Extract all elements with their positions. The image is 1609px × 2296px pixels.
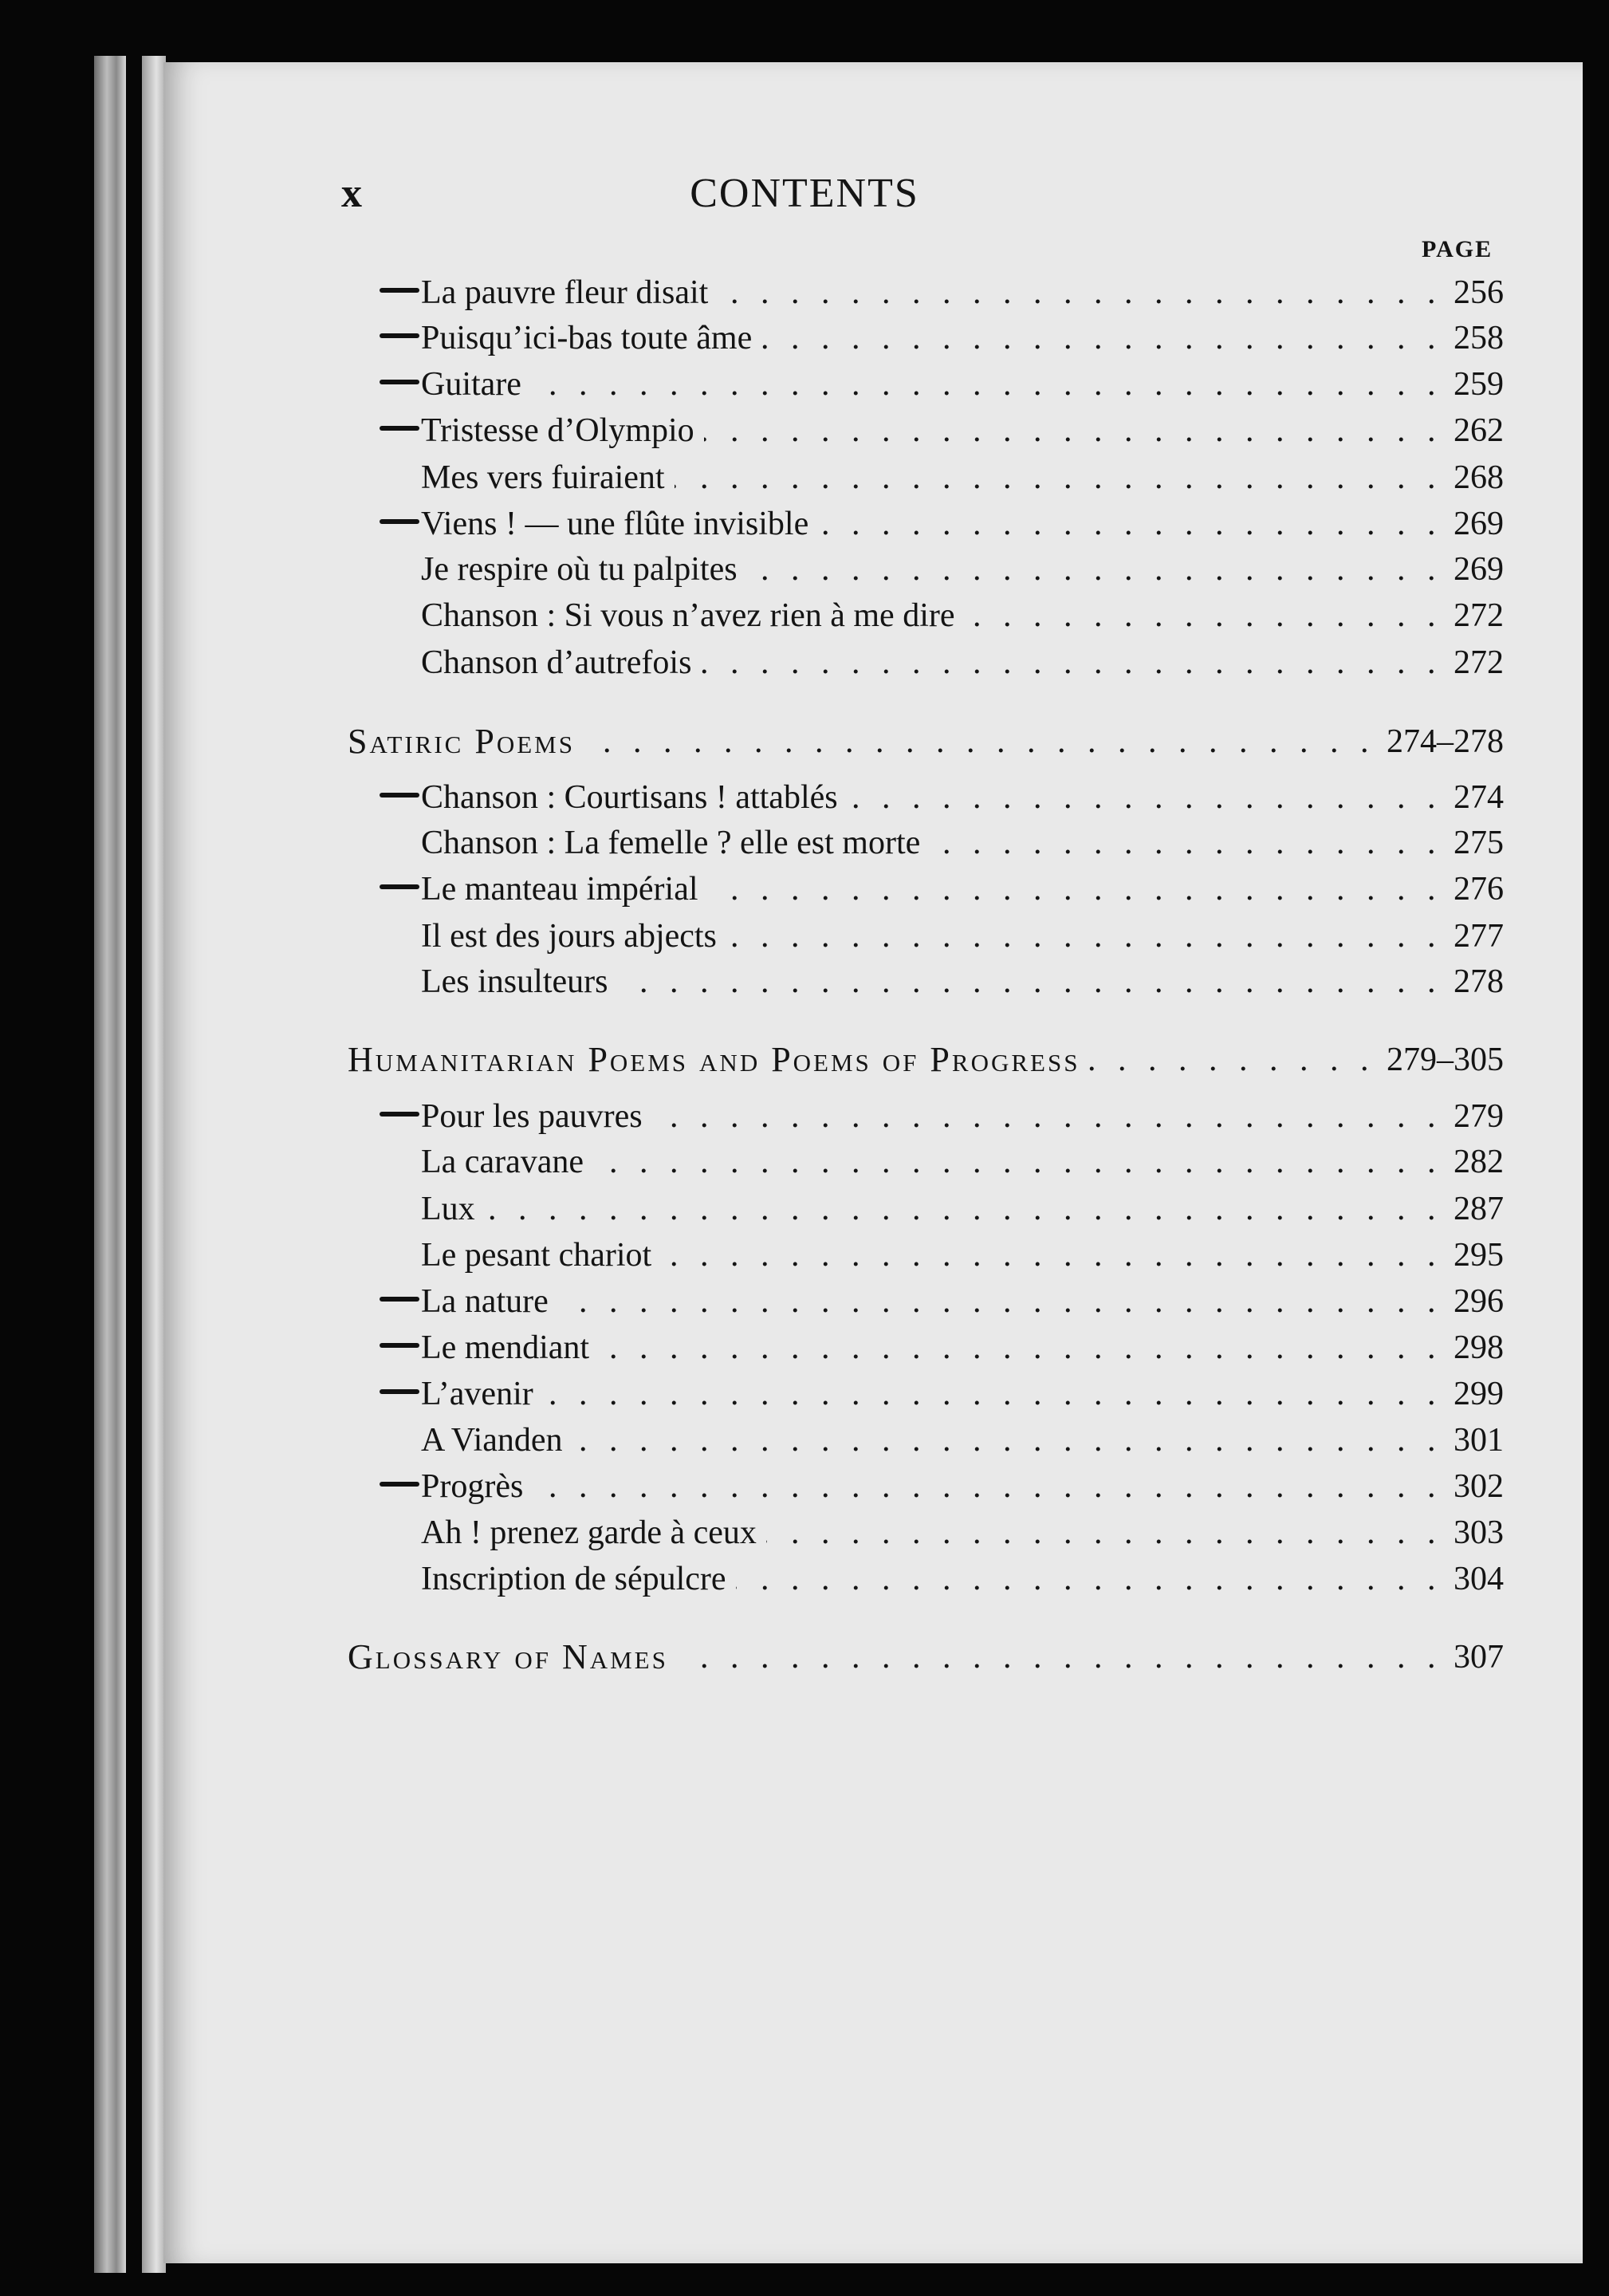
dot-leader — [726, 914, 1442, 959]
page-ref: 301 — [1442, 1418, 1504, 1463]
dot-leader — [718, 270, 1442, 315]
page-ref: 269 — [1442, 502, 1504, 546]
entry-title: Chanson : La femelle ? elle est morte — [421, 821, 930, 865]
toc-entry-row — [421, 502, 1504, 546]
dot-leader — [965, 593, 1443, 638]
page-ref: 272 — [1442, 640, 1504, 685]
dot-leader — [930, 821, 1442, 865]
entry-title: Chanson d’autrefois — [421, 640, 701, 685]
dot-leader — [531, 362, 1442, 407]
entry-title: Les insulteurs — [421, 959, 617, 1004]
dot-leader — [599, 1325, 1442, 1370]
entry-title: Le mendiant — [421, 1325, 599, 1370]
pencil-dash-mark — [380, 333, 419, 338]
entry-title: La pauvre fleur disait — [421, 270, 718, 315]
dot-leader — [675, 455, 1442, 500]
section-title: Humanitarian Poems and Poems of Progress — [348, 1038, 1089, 1082]
toc-entry-row — [421, 1557, 1504, 1601]
dot-leader — [617, 959, 1442, 1004]
entry-title: Chanson : Si vous n’avez rien à me dire — [421, 593, 965, 638]
entry-title: Lux — [421, 1187, 485, 1231]
toc-entry-row — [421, 593, 1504, 638]
page-ref: 277 — [1442, 914, 1504, 959]
pencil-dash-mark — [380, 793, 419, 797]
page-ref: 299 — [1442, 1372, 1504, 1416]
page-ref: 302 — [1442, 1464, 1504, 1509]
dot-leader — [678, 1635, 1442, 1680]
toc-section-row — [348, 1635, 1504, 1680]
dot-leader — [761, 316, 1442, 360]
page-column-label: PAGE — [1422, 236, 1493, 262]
dot-leader — [558, 1279, 1442, 1324]
page-ref: 279–305 — [1375, 1038, 1504, 1082]
dot-leader — [704, 408, 1442, 453]
toc-entry-row — [421, 408, 1504, 453]
dot-leader — [485, 1187, 1442, 1231]
entry-title: Je respire où tu palpites — [421, 547, 747, 592]
pencil-dash-mark — [380, 1343, 419, 1348]
toc-entry-row — [421, 547, 1504, 592]
dot-leader — [593, 1140, 1442, 1184]
pencil-dash-mark — [380, 1297, 419, 1302]
page-ref: 304 — [1442, 1557, 1504, 1601]
toc-entry-row — [421, 270, 1504, 315]
toc-entry-row — [421, 914, 1504, 959]
page-ref: 307 — [1442, 1635, 1504, 1680]
page-ref: 262 — [1442, 408, 1504, 453]
toc-entry-row — [421, 1279, 1504, 1324]
dot-leader — [766, 1510, 1442, 1555]
page-ref: 256 — [1442, 270, 1504, 315]
dot-leader — [747, 547, 1442, 592]
toc-entry-row — [421, 1510, 1504, 1555]
entry-title: La nature — [421, 1279, 558, 1324]
pencil-dash-mark — [380, 380, 419, 384]
pencil-dash-mark — [380, 519, 419, 524]
entry-title: Le pesant chariot — [421, 1233, 661, 1278]
entry-title: Puisqu’ici-bas toute âme — [421, 316, 761, 360]
dot-leader — [543, 1372, 1442, 1416]
section-title: Glossary of Names — [348, 1635, 678, 1680]
page-stack-edge-inner — [142, 56, 166, 2273]
page-ref: 275 — [1442, 821, 1504, 865]
toc-section-row — [348, 1038, 1504, 1082]
entry-title: La caravane — [421, 1140, 593, 1184]
toc-entry-row — [421, 362, 1504, 407]
dot-leader — [652, 1094, 1442, 1139]
entry-title: Progrès — [421, 1464, 533, 1509]
page-ref: 274–278 — [1375, 719, 1504, 764]
entry-title: Mes vers fuiraient — [421, 455, 675, 500]
dot-leader — [708, 867, 1442, 912]
page-ref: 295 — [1442, 1233, 1504, 1278]
dot-leader — [1089, 1038, 1375, 1082]
entry-title: Tristesse d’Olympio — [421, 408, 704, 453]
page-ref: 298 — [1442, 1325, 1504, 1370]
page-ref: 272 — [1442, 593, 1504, 638]
entry-title: Guitare — [421, 362, 531, 407]
pencil-dash-mark — [380, 426, 419, 431]
page-ref: 274 — [1442, 775, 1504, 820]
toc-entry-row — [421, 316, 1504, 360]
entry-title: Ah ! prenez garde à ceux — [421, 1510, 766, 1555]
page-ref: 282 — [1442, 1140, 1504, 1184]
page-ref: 258 — [1442, 316, 1504, 360]
toc-entry-row — [421, 1094, 1504, 1139]
pencil-dash-mark — [380, 884, 419, 889]
entry-title: A Vianden — [421, 1418, 572, 1463]
page-ref: 278 — [1442, 959, 1504, 1004]
dot-leader — [701, 640, 1442, 685]
toc-entry-row — [421, 1325, 1504, 1370]
entry-title: Chanson : Courtisans ! attablés — [421, 775, 848, 820]
running-title-text: CONTENTS — [690, 171, 919, 216]
page-ref: 287 — [1442, 1187, 1504, 1231]
running-title — [0, 170, 1609, 217]
toc-entry-row — [421, 1233, 1504, 1278]
entry-title: Il est des jours abjects — [421, 914, 726, 959]
toc-entry-row — [421, 1140, 1504, 1184]
toc-entry-row — [421, 867, 1504, 912]
page-ref: 268 — [1442, 455, 1504, 500]
toc-entry-row — [421, 821, 1504, 865]
page-ref: 303 — [1442, 1510, 1504, 1555]
entry-title: Pour les pauvres — [421, 1094, 652, 1139]
page-ref: 296 — [1442, 1279, 1504, 1324]
dot-leader — [584, 719, 1375, 764]
entry-title: L’avenir — [421, 1372, 543, 1416]
entry-title: Viens ! — une flûte invisible — [421, 502, 818, 546]
toc-entry-row — [421, 455, 1504, 500]
toc-entry-row — [421, 1464, 1504, 1509]
toc-entry-row — [421, 1372, 1504, 1416]
section-title: Satiric Poems — [348, 719, 584, 764]
pencil-dash-mark — [380, 1389, 419, 1394]
dot-leader — [818, 502, 1442, 546]
toc-section-row — [348, 719, 1504, 764]
page-ref: 276 — [1442, 867, 1504, 912]
entry-title: Le manteau impérial — [421, 867, 708, 912]
page-stack-edge — [94, 56, 126, 2273]
dot-leader — [533, 1464, 1442, 1509]
page-ref: 279 — [1442, 1094, 1504, 1139]
toc-entry-row — [421, 1418, 1504, 1463]
entry-title: Inscription de sépulcre — [421, 1557, 736, 1601]
pencil-dash-mark — [380, 288, 419, 293]
dot-leader — [572, 1418, 1442, 1463]
toc-entry-row — [421, 1187, 1504, 1231]
page-ref: 259 — [1442, 362, 1504, 407]
toc-entry-row — [421, 640, 1504, 685]
dot-leader — [736, 1557, 1442, 1601]
page-ref: 269 — [1442, 547, 1504, 592]
toc-entry-row — [421, 775, 1504, 820]
pencil-dash-mark — [380, 1482, 419, 1487]
toc-entry-row — [421, 959, 1504, 1004]
dot-leader — [848, 775, 1442, 820]
page-number: x — [341, 171, 362, 216]
pencil-dash-mark — [380, 1112, 419, 1116]
dot-leader — [661, 1233, 1442, 1278]
